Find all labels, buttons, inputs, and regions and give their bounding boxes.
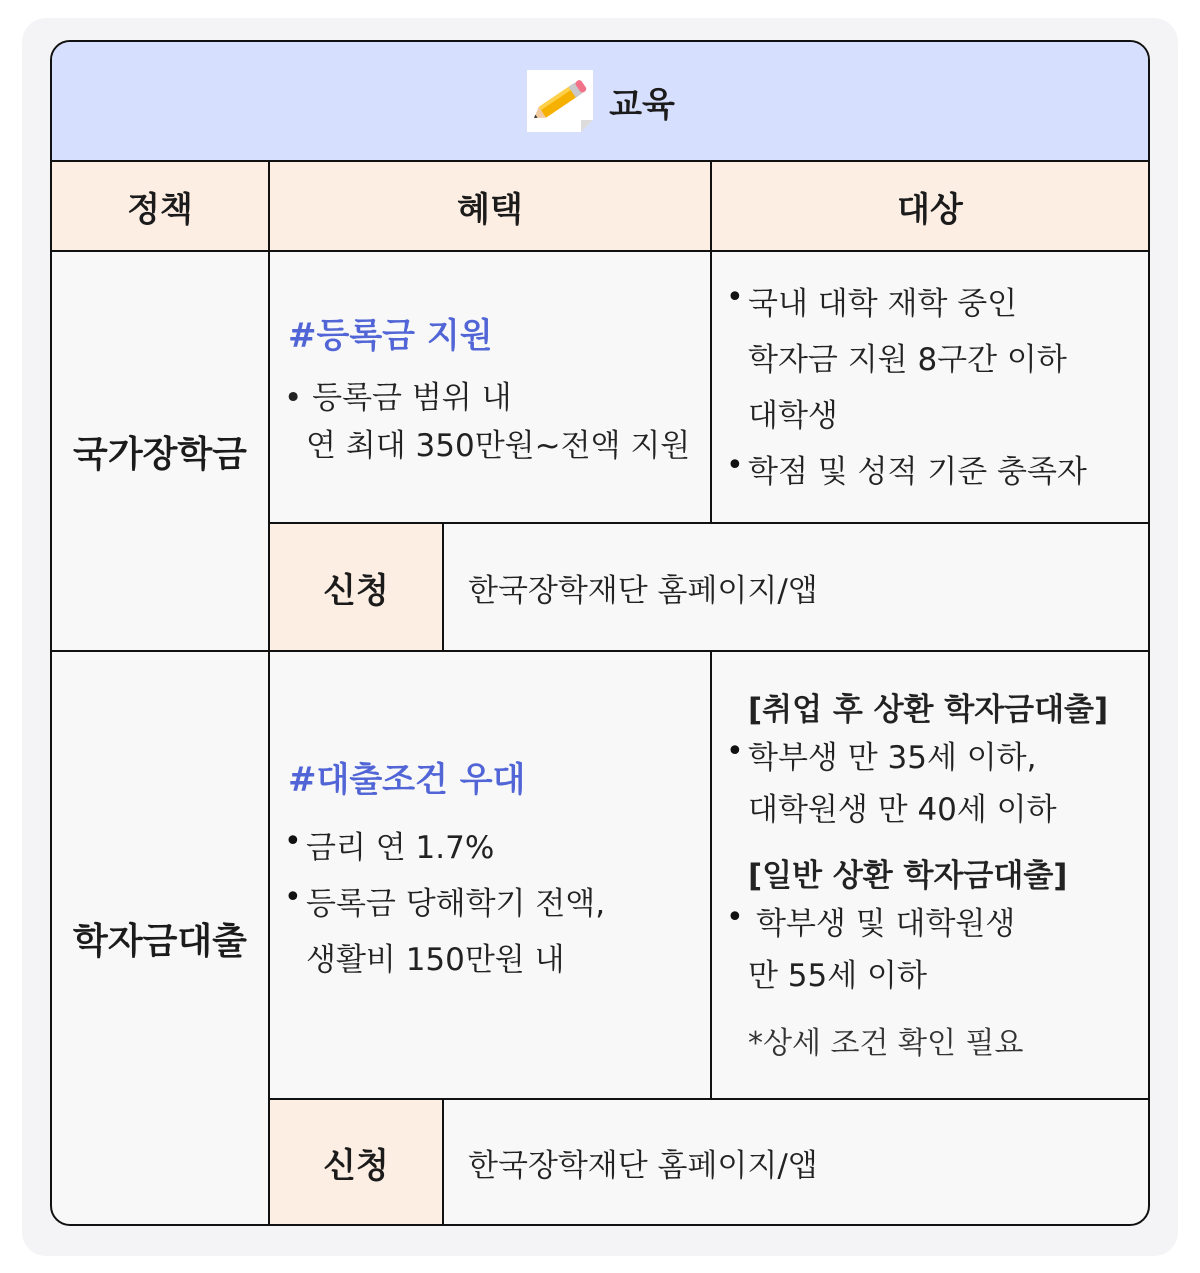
target-section-title: [일반 상환 학자금대출] xyxy=(748,858,1068,894)
column-header-target: 대상 xyxy=(712,162,1148,252)
banner-title: 교육 xyxy=(609,84,675,125)
target-line: 국내 대학 재학 중인 xyxy=(748,286,1018,322)
column-header-policy: 정책 xyxy=(52,162,270,252)
target-line: 학부생 만 35세 이하, xyxy=(748,740,1037,776)
benefit-cell-1 xyxy=(270,252,712,524)
bullet: • xyxy=(284,880,302,915)
bullet: • xyxy=(284,824,302,859)
column-header-benefit: 혜택 xyxy=(270,162,712,252)
benefit-line: 생활비 150만원 내 xyxy=(306,942,565,978)
apply-text: 한국장학재단 홈페이지/앱 xyxy=(444,524,1148,652)
bullet: • xyxy=(726,734,744,769)
benefit-line: 등록금 당해학기 전액, xyxy=(306,886,606,922)
benefit-cell-2 xyxy=(270,652,712,1100)
policy-national-scholarship: 국가장학금 xyxy=(52,252,270,652)
pencil-icon xyxy=(525,68,595,134)
target-cell-2 xyxy=(712,652,1148,1100)
target-cell-1 xyxy=(712,252,1148,524)
target-line: 학자금 지원 8구간 이하 xyxy=(748,342,1067,378)
benefit-tag: #대출조건 우대 xyxy=(288,760,526,800)
benefit-tag: #등록금 지원 xyxy=(288,316,493,356)
target-note: *상세 조건 확인 필요 xyxy=(748,1026,1024,1061)
target-line: 대학원생 만 40세 이하 xyxy=(748,792,1057,828)
target-section-title: [취업 후 상환 학자금대출] xyxy=(748,692,1109,728)
target-line: 학점 및 성적 기준 충족자 xyxy=(748,454,1087,490)
apply-label: 신청 xyxy=(270,524,444,652)
benefit-line: 연 최대 350만원~전액 지원 xyxy=(306,428,691,464)
benefit-line: 금리 연 1.7% xyxy=(306,830,495,866)
bullet: • xyxy=(726,280,744,315)
target-line: 만 55세 이하 xyxy=(748,958,927,994)
target-line: 대학생 xyxy=(748,398,838,434)
bullet: • xyxy=(726,448,744,483)
benefit-line: • 등록금 범위 내 xyxy=(284,380,512,416)
target-line: 학부생 및 대학원생 xyxy=(756,906,1016,942)
policy-student-loan: 학자금대출 xyxy=(52,652,270,1224)
apply-label: 신청 xyxy=(270,1100,444,1224)
banner xyxy=(52,42,1148,162)
education-table xyxy=(50,40,1150,1226)
bullet: • xyxy=(726,900,744,935)
apply-text: 한국장학재단 홈페이지/앱 xyxy=(468,1147,818,1184)
